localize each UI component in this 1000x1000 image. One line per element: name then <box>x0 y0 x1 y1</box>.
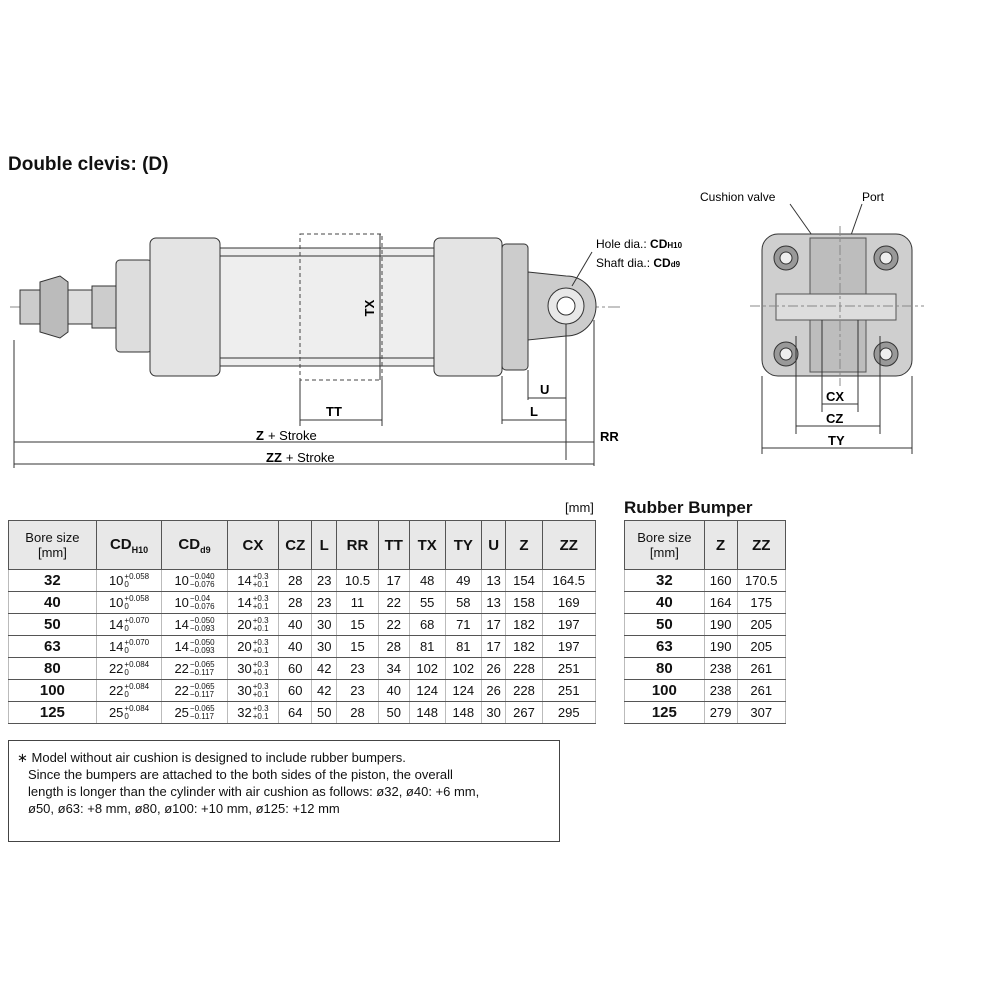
cx-cell: 30 +0.3 +0.1 <box>227 680 278 702</box>
ty-cell: 102 <box>445 658 481 680</box>
z-cell: 154 <box>506 570 542 592</box>
tx-cell: 48 <box>409 570 445 592</box>
u-cell: 26 <box>481 658 506 680</box>
l-cell: 42 <box>312 658 337 680</box>
rod <box>68 290 92 324</box>
z-cell: 228 <box>506 680 542 702</box>
note-line: ∗ Model without air cushion is designed to include rubber bumpers. <box>17 750 406 765</box>
ty-cell: 148 <box>445 702 481 724</box>
note-box <box>8 740 560 842</box>
cdd9-cell: 14 −0.050 −0.093 <box>162 636 227 658</box>
bore-cell: 50 <box>9 614 97 636</box>
rb-z-cell: 190 <box>704 636 737 658</box>
zz-cell: 197 <box>542 614 595 636</box>
rb-bore-cell: 40 <box>625 592 705 614</box>
rb-zz-cell: 307 <box>737 702 785 724</box>
table-row <box>9 658 596 680</box>
rubber-bumper-table <box>624 520 786 724</box>
l-cell: 50 <box>312 702 337 724</box>
rr-cell: 10.5 <box>337 570 379 592</box>
rod-end <box>92 286 116 328</box>
rb-z-cell: 238 <box>704 658 737 680</box>
rb-bore-cell: 32 <box>625 570 705 592</box>
tt-header: TT <box>378 521 409 570</box>
bore-cell: 80 <box>9 658 97 680</box>
cz-cell: 28 <box>279 592 312 614</box>
table-row <box>625 680 786 702</box>
rb-zz-header: ZZ <box>737 521 785 570</box>
cx-label: CX <box>826 389 845 404</box>
zz-header: ZZ <box>542 521 595 570</box>
shaft-dia-sub: d9 <box>670 260 681 269</box>
tt-cell: 22 <box>378 592 409 614</box>
cx-cell: 20 +0.3 +0.1 <box>227 614 278 636</box>
cdh10-cell: 10 +0.058 0 <box>96 592 161 614</box>
cz-cell: 40 <box>279 614 312 636</box>
u-header: U <box>481 521 506 570</box>
rod-nut <box>40 276 68 338</box>
l-cell: 30 <box>312 614 337 636</box>
rr-cell: 11 <box>337 592 379 614</box>
tt-cell: 17 <box>378 570 409 592</box>
ty-label: TY <box>828 433 845 448</box>
cx-cell: 14 +0.3 +0.1 <box>227 592 278 614</box>
table-row <box>625 658 786 680</box>
cdh10-cell: 22 +0.084 0 <box>96 658 161 680</box>
cushion-valve-label: Cushion valve <box>700 190 776 204</box>
page-title: Double clevis: (D) <box>8 154 169 175</box>
cx-cell: 30 +0.3 +0.1 <box>227 658 278 680</box>
table-row <box>625 592 786 614</box>
cdd9-cell: 25 −0.065 −0.117 <box>162 702 227 724</box>
cdh10-header: $CD_{H10}$ <box>96 521 161 570</box>
ty-cell: 81 <box>445 636 481 658</box>
rb-zz-cell: 205 <box>737 614 785 636</box>
cdh10-cell: 14 +0.070 0 <box>96 636 161 658</box>
tx-cell: 68 <box>409 614 445 636</box>
u-cell: 17 <box>481 614 506 636</box>
cylinder-tube <box>220 248 434 366</box>
u-cell: 13 <box>481 570 506 592</box>
tt-label: TT <box>326 404 342 419</box>
port-label: Port <box>862 190 885 204</box>
bore-cell: 32 <box>9 570 97 592</box>
table-row <box>625 614 786 636</box>
table-row <box>9 702 596 724</box>
l-header: L <box>312 521 337 570</box>
rb-z-cell: 160 <box>704 570 737 592</box>
rod-cover-boss <box>116 260 152 352</box>
z-stroke-label: + Stroke <box>267 428 317 443</box>
tx-header: TX <box>409 521 445 570</box>
zz-cell: 251 <box>542 658 595 680</box>
table-row <box>625 702 786 724</box>
rubber-bumper-header <box>625 521 786 570</box>
rb-bore-cell: 100 <box>625 680 705 702</box>
cx-header: CX <box>227 521 278 570</box>
cdd9-cell: 22 −0.065 −0.117 <box>162 680 227 702</box>
hole-dia-sym: CD <box>650 237 668 251</box>
cdd9-cell: 10 −0.040 −0.076 <box>162 570 227 592</box>
cz-cell: 40 <box>279 636 312 658</box>
note-line: length is longer than the cylinder with air cushion as follows: ø32, ø40: +6 mm, <box>28 784 480 799</box>
z-label: Z <box>256 428 264 443</box>
unit-label: [mm] <box>565 500 594 515</box>
svg-text:Z+ Stroke <box>256 428 317 443</box>
rr-cell: 23 <box>337 658 379 680</box>
table-row <box>625 636 786 658</box>
rb-z-header: Z <box>704 521 737 570</box>
cz-cell: 28 <box>279 570 312 592</box>
z-header: Z <box>506 521 542 570</box>
tx-label: TX <box>362 299 377 317</box>
rb-z-cell: 279 <box>704 702 737 724</box>
clevis-pin <box>776 294 896 320</box>
note-line: Since the bumpers are attached to the both sides of the piston, the overall <box>28 767 453 782</box>
shaft-dia-label: Shaft dia.: <box>596 256 654 270</box>
ty-cell: 49 <box>445 570 481 592</box>
cdh10-cell: 25 +0.084 0 <box>96 702 161 724</box>
rubber-bumper-title: Rubber Bumper <box>624 498 753 517</box>
rr-header: RR <box>337 521 379 570</box>
hole-dia-label: Hole dia.: <box>596 237 651 251</box>
rr-label: RR <box>600 429 619 444</box>
tt-cell: 50 <box>378 702 409 724</box>
z-cell: 182 <box>506 614 542 636</box>
zz-cell: 169 <box>542 592 595 614</box>
ty-header: TY <box>445 521 481 570</box>
rr-cell: 15 <box>337 636 379 658</box>
rod-cover <box>150 238 220 376</box>
rb-bore-cell: 80 <box>625 658 705 680</box>
tx-cell: 102 <box>409 658 445 680</box>
zz-cell: 197 <box>542 636 595 658</box>
cx-cell: 32 +0.3 +0.1 <box>227 702 278 724</box>
z-cell: 158 <box>506 592 542 614</box>
rod-thread <box>20 290 42 324</box>
cdh10-cell: 10 +0.058 0 <box>96 570 161 592</box>
tx-cell: 148 <box>409 702 445 724</box>
clevis-hole <box>557 297 575 315</box>
z-cell: 182 <box>506 636 542 658</box>
tt-cell: 28 <box>378 636 409 658</box>
cdh10-cell: 22 +0.084 0 <box>96 680 161 702</box>
rb-z-cell: 164 <box>704 592 737 614</box>
rb-bore-cell: 125 <box>625 702 705 724</box>
table-row <box>625 570 786 592</box>
rb-bore-size-header: Bore size [mm] <box>625 521 705 570</box>
ty-cell: 58 <box>445 592 481 614</box>
table-row <box>9 592 596 614</box>
u-cell: 13 <box>481 592 506 614</box>
cz-header: CZ <box>279 521 312 570</box>
rb-z-cell: 190 <box>704 614 737 636</box>
bore-size-header: Bore size [mm] <box>9 521 97 570</box>
tx-cell: 124 <box>409 680 445 702</box>
end-view-drawing <box>690 186 930 456</box>
rb-z-cell: 238 <box>704 680 737 702</box>
u-cell: 17 <box>481 636 506 658</box>
rr-cell: 23 <box>337 680 379 702</box>
cx-cell: 20 +0.3 +0.1 <box>227 636 278 658</box>
zz-label: ZZ <box>266 450 282 465</box>
cdd9-cell: 10 −0.04 −0.076 <box>162 592 227 614</box>
dimension-table <box>8 520 596 724</box>
dimension-table-header <box>9 521 596 570</box>
hole-dia-sub: H10 <box>667 241 683 250</box>
cdd9-header: $CD_{d9}$ <box>162 521 227 570</box>
svg-text:ZZ+ Stroke <box>266 450 335 465</box>
table-row <box>9 614 596 636</box>
zz-stroke-label: + Stroke <box>285 450 335 465</box>
cx-cell: 14 +0.3 +0.1 <box>227 570 278 592</box>
head-cover <box>434 238 502 376</box>
u-cell: 26 <box>481 680 506 702</box>
bore-cell: 125 <box>9 702 97 724</box>
table-row <box>9 570 596 592</box>
rb-zz-cell: 261 <box>737 680 785 702</box>
cdh10-cell: 14 +0.070 0 <box>96 614 161 636</box>
rr-cell: 15 <box>337 614 379 636</box>
cz-label: CZ <box>826 411 844 426</box>
head-flange <box>502 244 528 370</box>
tt-cell: 22 <box>378 614 409 636</box>
zz-cell: 295 <box>542 702 595 724</box>
bore-cell: 63 <box>9 636 97 658</box>
cz-cell: 64 <box>279 702 312 724</box>
cz-cell: 60 <box>279 680 312 702</box>
l-cell: 23 <box>312 592 337 614</box>
z-cell: 267 <box>506 702 542 724</box>
table-row <box>9 636 596 658</box>
rb-zz-cell: 205 <box>737 636 785 658</box>
rb-zz-cell: 175 <box>737 592 785 614</box>
tt-cell: 40 <box>378 680 409 702</box>
rb-bore-cell: 50 <box>625 614 705 636</box>
l-cell: 23 <box>312 570 337 592</box>
rb-zz-cell: 170.5 <box>737 570 785 592</box>
l-label: L <box>530 404 538 419</box>
l-cell: 42 <box>312 680 337 702</box>
rr-cell: 28 <box>337 702 379 724</box>
zz-cell: 164.5 <box>542 570 595 592</box>
svg-text:Shaft dia.: CDd9 <box>596 256 681 270</box>
tt-cell: 34 <box>378 658 409 680</box>
tx-cell: 55 <box>409 592 445 614</box>
cdd9-cell: 22 −0.065 −0.117 <box>162 658 227 680</box>
cdd9-cell: 14 −0.050 −0.093 <box>162 614 227 636</box>
ty-cell: 71 <box>445 614 481 636</box>
z-cell: 228 <box>506 658 542 680</box>
l-cell: 30 <box>312 636 337 658</box>
side-view-drawing <box>0 190 683 480</box>
cz-cell: 60 <box>279 658 312 680</box>
rb-bore-cell: 63 <box>625 636 705 658</box>
bore-cell: 100 <box>9 680 97 702</box>
tx-cell: 81 <box>409 636 445 658</box>
svg-text:Hole dia.: CDH10 <box>596 237 683 251</box>
u-label: U <box>540 382 550 397</box>
ty-cell: 124 <box>445 680 481 702</box>
zz-cell: 251 <box>542 680 595 702</box>
rb-zz-cell: 261 <box>737 658 785 680</box>
bore-cell: 40 <box>9 592 97 614</box>
table-row <box>9 680 596 702</box>
u-cell: 30 <box>481 702 506 724</box>
shaft-dia-sym: CD <box>653 256 671 270</box>
note-line: ø50, ø63: +8 mm, ø80, ø100: +10 mm, ø125: +12 mm <box>28 801 340 816</box>
